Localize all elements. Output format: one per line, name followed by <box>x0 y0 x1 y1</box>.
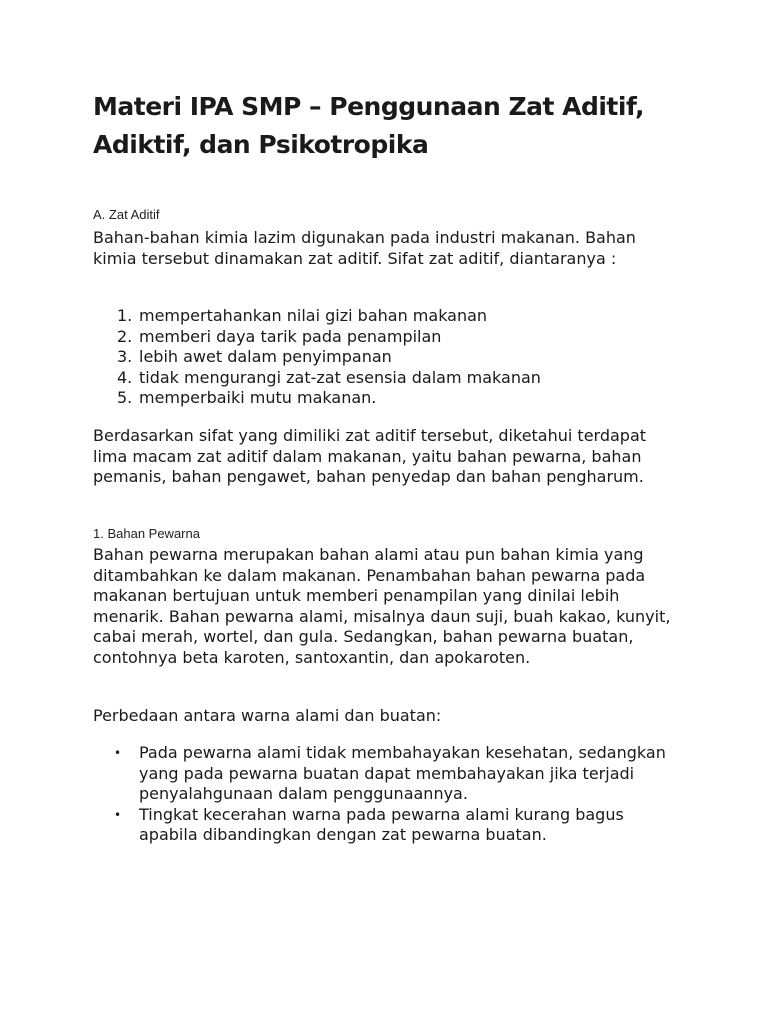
properties-list <box>93 306 683 409</box>
summary-paragraph: Berdasarkan sifat yang dimiliki zat aditif tersebut, diketahui terdapat lima macam zat aditif dalam makanan, yaitu bahan pewarna, bahan pemanis, bahan pengawet, bahan penyedap dan bahan pengharum. <box>93 426 647 486</box>
list-number: 2. <box>117 326 133 346</box>
differences-list <box>93 743 683 846</box>
intro-paragraph: Bahan-bahan kimia lazim digunakan pada industri makanan. Bahan kimia tersebut dinamakan zat aditif. Sifat zat aditif, diantaranya : <box>93 228 636 268</box>
list-item-text: lebih awet dalam penyimpanan <box>139 347 392 366</box>
list-number: 1. <box>117 306 133 325</box>
list-item <box>93 368 683 389</box>
page-title: Materi IPA SMP – Penggunaan Zat Aditif, Adiktif, dan Psikotropika <box>93 92 644 159</box>
list-item <box>93 805 683 846</box>
list-item-text: Pada pewarna alami tidak membahayakan kesehatan, sedangkan yang pada pewarna buatan dapat membahayakan jika terjadi penyalahgunaan dalam penggunaannya. <box>139 743 666 803</box>
section-heading-bahan-pewarna: 1. Bahan Pewarna <box>93 526 200 541</box>
list-item <box>93 743 683 805</box>
pewarna-paragraph: Bahan pewarna merupakan bahan alami atau pun bahan kimia yang ditambahkan ke dalam makanan. Penambahan bahan pewarna pada makanan bertujuan untuk memberi penampilan yang dinilai lebih menarik. Bahan pewarna alami, misalnya daun suji, buah kakao, kunyit, cabai merah, wortel, dan gula. Sedangkan, bahan pewarna buatan, contohnya beta karoten, santoxantin, dan apokaroten. <box>93 545 671 667</box>
bullet-icon: • <box>114 807 122 822</box>
list-item <box>93 327 683 348</box>
bullet-icon: • <box>114 746 122 760</box>
list-item <box>93 347 683 368</box>
list-item <box>93 306 683 327</box>
list-item <box>93 388 683 409</box>
list-number: 4. <box>117 367 133 387</box>
list-item-text: memberi daya tarik pada penampilan <box>139 326 442 346</box>
list-number: 3. <box>117 347 133 366</box>
list-item-text: Tingkat kecerahan warna pada pewarna alami kurang bagus apabila dibandingkan dengan zat pewarna buatan. <box>139 804 624 844</box>
list-number: 5. <box>117 388 133 407</box>
comparison-intro: Perbedaan antara warna alami dan buatan: <box>93 706 442 725</box>
list-item-text: tidak mengurangi zat-zat esensia dalam makanan <box>139 367 541 387</box>
section-heading-zat-aditif: A. Zat Aditif <box>93 207 160 222</box>
list-item-text: mempertahankan nilai gizi bahan makanan <box>139 306 488 325</box>
list-item-text: memperbaiki mutu makanan. <box>139 388 377 407</box>
